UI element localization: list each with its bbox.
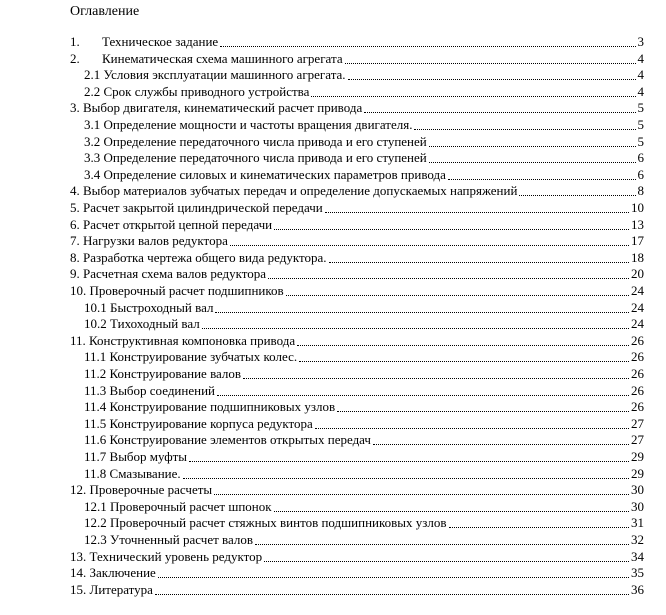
toc-entry[interactable] — [70, 100, 644, 116]
toc-entry-label: 2.2 Срок службы приводного устройства — [84, 83, 310, 99]
toc-dot-leader — [243, 378, 629, 379]
toc-entry-label: 5. Расчет закрытой цилиндрической передачи — [70, 200, 323, 215]
toc-page-number: 29 — [631, 449, 644, 464]
toc-entry-text — [84, 366, 241, 382]
toc-dot-leader — [311, 96, 635, 97]
toc-entry[interactable] — [70, 51, 644, 67]
toc-entry-label: 10. Проверочный расчет подшипников — [70, 283, 284, 298]
toc-page-number: 26 — [631, 349, 644, 365]
toc-page-number: 4 — [637, 83, 644, 99]
toc-entry-label: Кинематическая схема машинного агрегата — [102, 50, 343, 66]
toc-entry[interactable] — [84, 349, 644, 365]
toc-dot-leader — [215, 312, 629, 313]
toc-dot-leader — [449, 527, 629, 528]
toc-entry[interactable] — [84, 432, 644, 448]
toc-entry[interactable] — [70, 283, 644, 299]
toc-page-number: 8 — [637, 183, 644, 199]
toc-entry[interactable] — [70, 565, 644, 581]
toc-entry-label: Техническое задание — [102, 34, 219, 49]
toc-entry-label: 3.3 Определение передаточного числа привода и его ступеней — [84, 150, 427, 166]
toc-entry-text — [84, 515, 447, 531]
toc-dot-leader — [329, 262, 629, 263]
toc-entry[interactable] — [84, 167, 644, 183]
toc-entry[interactable] — [70, 217, 644, 233]
toc-entry-text — [70, 200, 323, 216]
toc-entry-text — [70, 217, 272, 233]
toc-entry[interactable] — [70, 482, 644, 498]
toc-page-number: 30 — [631, 498, 644, 514]
toc-entry-label: 10.2 Тихоходный вал — [84, 316, 200, 332]
toc-entry[interactable] — [70, 233, 644, 249]
toc-entry[interactable] — [84, 416, 644, 432]
toc-entry[interactable] — [70, 200, 644, 216]
toc-entry[interactable] — [84, 399, 644, 415]
toc-dot-leader — [274, 229, 629, 230]
toc-dot-leader — [429, 162, 636, 163]
toc-entry[interactable] — [70, 266, 644, 282]
toc-entry[interactable] — [84, 499, 644, 515]
toc-entry[interactable] — [84, 134, 644, 150]
toc-entry-number: 2. — [70, 50, 80, 66]
toc-entry-text — [84, 399, 335, 415]
toc-page-number: 24 — [631, 299, 644, 315]
toc-entry[interactable] — [84, 383, 644, 399]
toc-entry[interactable] — [84, 366, 644, 382]
toc-entry-text — [70, 183, 517, 199]
toc-entry-label: 4. Выбор материалов зубчатых передач и определение допускаемых напряжений — [70, 183, 518, 199]
toc-dot-leader — [189, 461, 629, 462]
toc-entry[interactable] — [84, 67, 644, 83]
toc-entry-label: 11.2 Конструирование валов — [84, 366, 242, 381]
toc-entry-text — [84, 416, 313, 432]
toc-entry-text — [84, 117, 412, 133]
toc-entry-label: 12.2 Проверочный расчет стяжных винтов подшипниковых узлов — [84, 515, 447, 531]
toc-entry-text — [84, 134, 427, 150]
toc-entry-text — [70, 100, 362, 116]
toc-entry-label: 9. Расчетная схема валов редуктора — [70, 266, 267, 282]
toc-page-number: 20 — [631, 266, 644, 282]
toc-entry-text — [70, 582, 153, 598]
toc-dot-leader — [158, 577, 629, 578]
toc-entry[interactable] — [84, 515, 644, 531]
toc-entry[interactable] — [84, 316, 644, 332]
toc-dot-leader — [429, 146, 636, 147]
toc-entry-label: 14. Заключение — [70, 565, 156, 581]
toc-page-number: 6 — [637, 166, 644, 182]
toc-entry[interactable] — [70, 333, 644, 349]
toc-entry[interactable] — [84, 449, 644, 465]
toc-dot-leader — [325, 212, 629, 213]
toc-page-number: 17 — [631, 233, 644, 249]
toc-entry-label: 8. Разработка чертежа общего вида редуктора. — [70, 249, 327, 265]
toc-page-number: 26 — [631, 332, 644, 348]
toc-entry-text — [70, 250, 327, 266]
toc-page-number: 4 — [637, 50, 644, 66]
toc-dot-leader — [202, 328, 629, 329]
toc-entry-label: 3.1 Определение мощности и частоты вращения двигателя. — [84, 117, 413, 132]
toc-dot-leader — [345, 63, 636, 64]
toc-dot-leader — [274, 511, 629, 512]
toc-entry-text — [84, 499, 272, 515]
toc-entry-text — [84, 532, 253, 548]
toc-dot-leader — [448, 179, 636, 180]
toc-page-number: 5 — [637, 100, 644, 116]
toc-dot-leader — [268, 278, 629, 279]
toc-entry-label: 11.8 Смазывание. — [84, 465, 181, 481]
toc-page-number: 29 — [631, 465, 644, 481]
toc-entry-number: 1. — [70, 34, 80, 49]
toc-page-number: 30 — [631, 482, 644, 498]
toc-entry-text — [70, 565, 156, 581]
toc-page-number: 10 — [631, 200, 644, 215]
toc-page-number: 4 — [637, 67, 644, 83]
toc-page-number: 3 — [637, 34, 644, 49]
toc-page-number: 5 — [637, 117, 644, 132]
toc-dot-leader — [183, 478, 629, 479]
toc-dot-leader — [364, 112, 635, 113]
toc-entry[interactable] — [70, 582, 644, 598]
toc-page-number: 24 — [631, 283, 644, 298]
toc-entry-text — [70, 333, 295, 349]
toc-entry-text — [84, 466, 181, 482]
toc-entry-text — [84, 67, 346, 83]
toc-entry-text — [70, 233, 228, 249]
toc-title: Оглавление — [70, 4, 140, 19]
toc-entry-text — [84, 84, 309, 100]
toc-dot-leader — [220, 46, 635, 47]
toc-entry-text — [70, 51, 343, 67]
toc-entry-text — [84, 300, 213, 316]
toc-page-number: 5 — [637, 133, 644, 149]
toc-dot-leader — [315, 428, 629, 429]
toc-entry[interactable] — [70, 183, 644, 199]
toc-page-number: 26 — [631, 399, 644, 415]
toc-entry-label: 10.1 Быстроходный вал — [84, 299, 214, 315]
toc-entry-label: 6. Расчет открытой цепной передачи — [70, 216, 273, 232]
toc-entry[interactable] — [84, 300, 644, 316]
toc-entry-label: 11.3 Выбор соединений — [84, 382, 215, 398]
toc-entry-text — [70, 283, 284, 299]
toc-page-number: 32 — [631, 532, 644, 547]
toc-page-number: 27 — [631, 415, 644, 431]
toc-entry-label: 2.1 Условия эксплуатации машинного агрегата. — [84, 67, 346, 83]
toc-entry-label: 7. Нагрузки валов редуктора — [70, 233, 228, 249]
toc-entry-text — [84, 449, 187, 465]
toc-dot-leader — [299, 361, 629, 362]
toc-entry[interactable] — [70, 34, 644, 50]
toc-page-number: 31 — [631, 515, 644, 531]
toc-page-number: 18 — [631, 249, 644, 265]
toc-entry-label: 13. Технический уровень редуктор — [70, 548, 263, 564]
toc-dot-leader — [255, 544, 629, 545]
toc-entry[interactable] — [84, 117, 644, 133]
toc-entry[interactable] — [70, 549, 644, 565]
toc-dot-leader — [519, 195, 635, 196]
toc-entry-label: 3. Выбор двигателя, кинематический расчет привода — [70, 100, 363, 116]
toc-page-number: 26 — [631, 382, 644, 398]
toc-page-number: 6 — [637, 150, 644, 166]
toc-entry-text — [84, 167, 446, 183]
toc-entry-text — [70, 34, 218, 50]
toc-dot-leader — [348, 79, 636, 80]
toc-entry-label: 11.1 Конструирование зубчатых колес. — [84, 349, 298, 365]
toc-entry-label: 11.4 Конструирование подшипниковых узлов — [84, 399, 336, 415]
toc-entry-label: 11.7 Выбор муфты — [84, 449, 188, 464]
toc-entry[interactable] — [84, 532, 644, 548]
toc-page-number: 35 — [631, 565, 644, 581]
toc-page-number: 24 — [631, 316, 644, 332]
toc-dot-leader — [155, 594, 629, 595]
toc-page-number: 13 — [631, 216, 644, 232]
toc-entry-label: 12.3 Уточненный расчет валов — [84, 532, 253, 547]
toc-dot-leader — [264, 561, 629, 562]
toc-entry-label: 11. Конструктивная компоновка привода — [70, 332, 296, 348]
toc-page-number: 34 — [631, 548, 644, 564]
toc-entry[interactable] — [70, 250, 644, 266]
toc-dot-leader — [230, 245, 629, 246]
toc-dot-leader — [286, 295, 629, 296]
toc-entry-text — [70, 549, 262, 565]
toc-dot-leader — [337, 411, 629, 412]
toc-dot-leader — [373, 444, 629, 445]
toc-entry-text — [84, 432, 371, 448]
toc-page-number: 27 — [631, 432, 644, 448]
toc-entry-label: 11.6 Конструирование элементов открытых передач — [84, 432, 371, 448]
toc-entry-text — [84, 349, 297, 365]
toc-entry[interactable] — [84, 84, 644, 100]
toc-entry-text — [84, 316, 200, 332]
toc-entry-text — [84, 383, 215, 399]
toc-entry-label: 3.2 Определение передаточного числа привода и его ступеней — [84, 133, 427, 149]
toc-dot-leader — [414, 129, 635, 130]
toc-page-number: 26 — [631, 366, 644, 381]
toc-entry-text — [70, 482, 212, 498]
toc-entry[interactable] — [84, 150, 644, 166]
toc-entry[interactable] — [84, 466, 644, 482]
toc-entry-label: 12. Проверочные расчеты — [70, 482, 213, 498]
toc-entry-label: 11.5 Конструирование корпуса редуктора — [84, 415, 313, 431]
toc-dot-leader — [214, 494, 629, 495]
toc-entry-label: 3.4 Определение силовых и кинематических параметров привода — [84, 166, 446, 182]
toc-entry-text — [70, 266, 266, 282]
toc-dot-leader — [297, 345, 629, 346]
toc-entry-label: 12.1 Проверочный расчет шпонок — [84, 498, 272, 514]
toc-page-number: 36 — [631, 581, 644, 597]
toc-entry-text — [84, 150, 427, 166]
toc-entry-label: 15. Литература — [70, 581, 153, 597]
toc-dot-leader — [217, 395, 629, 396]
